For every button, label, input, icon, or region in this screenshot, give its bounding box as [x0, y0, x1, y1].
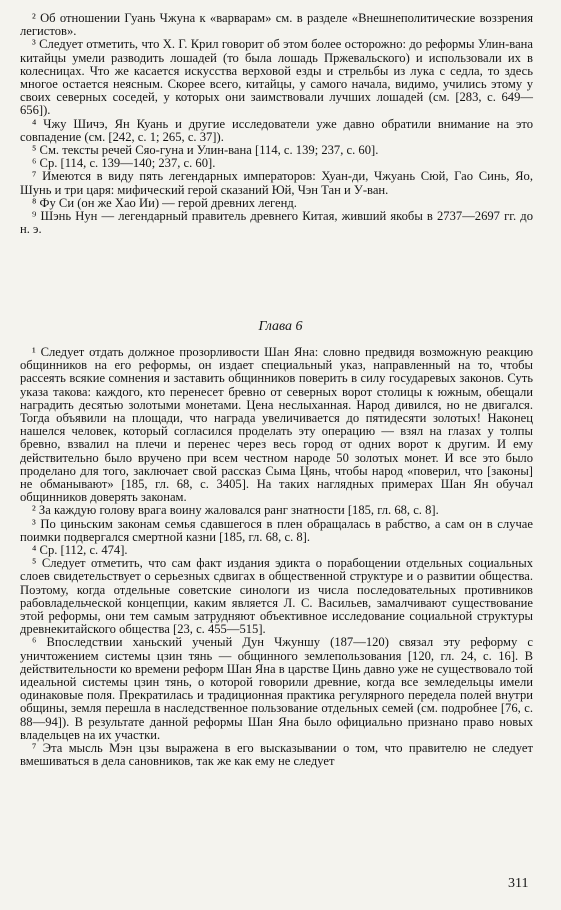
footnotes-previous-chapter [20, 12, 533, 236]
footnote: ⁵ См. тексты речей Сяо-гуна и Улин-вана [114, с. 139; 237, с. 60]. [32, 143, 379, 158]
footnote: ⁸ Фу Си (он же Хао Ии) — герой древних легенд. [32, 195, 297, 210]
footnote: ⁹ Шэнь Нун — легендарный правитель древнего Китая, живший якобы в 2737—2697 гг. до н. э. [20, 209, 533, 237]
footnote: ⁷ Эта мысль Мэн цзы выражена в его высказывании о том, что правителю не следует вмешиваться в дела сановников, так же как ему не следует [20, 741, 533, 769]
footnote: ⁶ Впоследствии ханьский ученый Дун Чжуншу (187—120) связал эту реформу с уничтожением системы цзин тянь — общинного землепользования [120, гл. 24, с. 16]. В действительности ко времени реформ Шан Яна в царстве Цинь давно уже не существовало той идеальной системы цзин тянь, о которой говорили древние, когда все земледельцы имели одинаковые поля. Прекратилась и традиционная практика регулярного передела полей внутри общины, земля перешла в наследственное пользование отдельных семей (см. подробнее [76, с. 88—94]). В результате данной реформы Шан Яна было официально признано право новых владельцев на их участки. [20, 635, 533, 742]
footnote: ² Об отношении Гуань Чжуна к «варварам» см. в разделе «Внешнеполитические воззрения легистов». [20, 11, 533, 39]
footnote: ² За каждую голову врага воину жаловался ранг знатности [185, гл. 68, с. 8]. [32, 503, 439, 518]
footnote: ¹ Следует отдать должное прозорливости Шан Яна: словно предвидя возможную реакцию общинников на его реформы, он издает специальный указ, направленный на то, чтобы рассеять всякие сомнения и заставить общинников поверить в силу государевых законов. Суть указа такова: каждого, кто перенесет бревно от северных ворот столицы к южным, обещали наградить десятью золотыми монетами. Цена неслыханная. Народ дивился, но не двигался. Тогда объявили на площади, что награда увеличивается до пятидесяти золотых! Наконец нашелся человек, который согласился проделать эту операцию — взял на глазах у толпы бревно, взвалил на плечи и перенес через весь город от одних ворот к другим. И ему действительно было вручено при всем честном народе 50 золотых монет. И все это было проделано для того, заключает свой рассказ Сыма Цянь, чтобы народ «поверил, что [законы] не обманывают» [185, гл. 68, с. 3405]. На таких наглядных примерах Шан Ян обучал общинников доверять законам. [20, 345, 533, 505]
footnote: ⁴ Ср. [112, с. 474]. [32, 543, 128, 558]
chapter-heading: Глава 6 [258, 319, 303, 334]
page-number: 311 [508, 876, 529, 891]
footnote: ⁵ Следует отметить, что сам факт издания эдикта о порабощении отдельных социальных слоев свидетельствует о серьезных сдвигах в общественной структуре и о развитии общества. Поэтому, когда отдельные советские синологи из числа последовательных противников рабовладельческой концепции, каким является Л. С. Васильев, замалчивают существование этой реформы, они тем самым затрудняют объективное исследование социальной структуры древнекитайского общества [23, с. 455—515]. [20, 556, 533, 637]
footnote: ³ Следует отметить, что Х. Г. Крил говорит об этом более осторожно: до реформы Улин-вана китайцы умели разводить лошадей (то была лошадь Пржевальского) и использовали их в колесницах. Что же касается искусства верховой езды и стрельбы из лука с седла, то здесь многое остается неясным. Скорее всего, китайцы, у самого начала, видимо, учились этому у своих северных соседей, у которых они заимствовали лучших лошадей (см. [283, с. 649—656]). [20, 37, 533, 118]
footnotes-chapter-6 [20, 346, 533, 769]
footnote: ³ По циньским законам семья сдавшегося в плен обращалась в рабство, а сам он в случае поимки подвергался смертной казни [185, гл. 68, с. 8]. [20, 516, 533, 544]
footnote: ⁴ Чжу Шичэ, Ян Куань и другие исследователи уже давно обратили внимание на это совпадение (см. [242, с. 1; 265, с. 37]). [20, 116, 533, 144]
footnote: ⁶ Ср. [114, с. 139—140; 237, с. 60]. [32, 156, 216, 171]
footnote: ⁷ Имеются в виду пять легендарных императоров: Хуан-ди, Чжуань Сюй, Гао Синь, Яо, Шунь и три царя: мифический герой сказаний Юй, Чэн Тан и У-ван. [20, 169, 533, 197]
